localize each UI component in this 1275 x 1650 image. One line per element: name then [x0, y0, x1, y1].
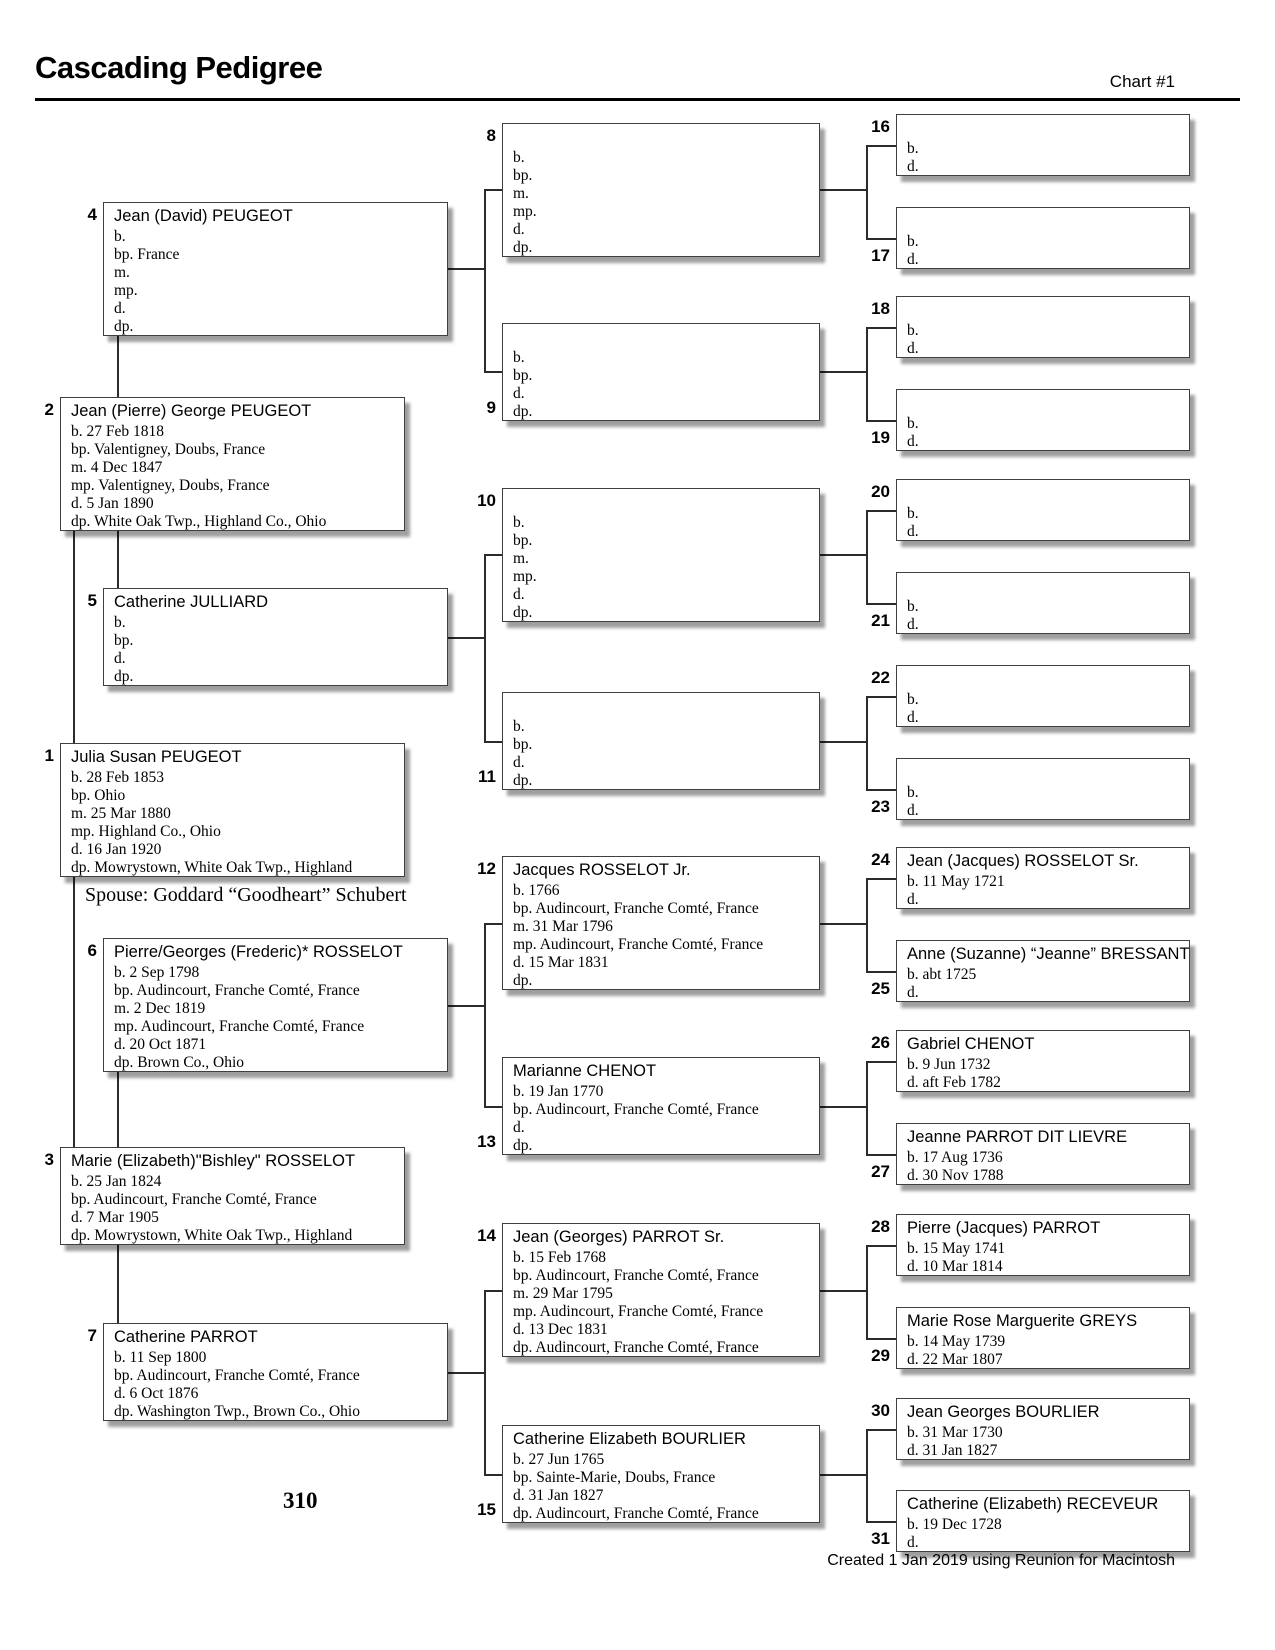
person-field: bp. Valentigney, Doubs, France	[71, 441, 266, 458]
person-field: b. 1766	[513, 882, 560, 899]
connector-line	[820, 923, 866, 925]
person-field: dp. Audincourt, Franche Comté, France	[513, 1339, 759, 1356]
person-field: b. 14 May 1739	[907, 1333, 1006, 1350]
connector-line	[866, 327, 896, 329]
connector-line	[73, 877, 75, 1147]
chart-number-label: Chart #1	[1109, 72, 1175, 91]
person-name: Jean Georges BOURLIER	[907, 1403, 1100, 1421]
connector-line	[820, 1474, 866, 1476]
person-field: b.	[907, 322, 919, 339]
person-box-29	[896, 1307, 1190, 1369]
person-field: mp.	[114, 282, 138, 299]
title-rule	[35, 98, 1240, 101]
connector-line	[866, 1521, 896, 1523]
connector-line	[448, 268, 484, 270]
person-field: m.	[513, 185, 529, 202]
person-box-15	[502, 1425, 820, 1523]
person-field: bp.	[513, 532, 533, 549]
person-field: d.	[907, 802, 919, 819]
connector-line	[866, 1429, 868, 1521]
person-field: d.	[907, 158, 919, 175]
person-number-28: 28	[871, 1217, 890, 1236]
person-name	[907, 669, 1189, 691]
person-field: b.	[907, 140, 919, 157]
person-number-17: 17	[871, 246, 890, 265]
person-field: m. 25 Mar 1880	[71, 805, 171, 822]
person-field: b. 9 Jun 1732	[907, 1056, 991, 1073]
person-field: dp. Washington Twp., Brown Co., Ohio	[114, 1403, 360, 1420]
person-field: b.	[907, 598, 919, 615]
person-number-23: 23	[871, 797, 890, 816]
connector-line	[866, 971, 896, 973]
person-number-4: 4	[87, 205, 97, 224]
connector-line	[484, 1474, 502, 1476]
person-box-20	[896, 479, 1190, 541]
person-field: d. 13 Dec 1831	[513, 1321, 608, 1338]
person-box-31	[896, 1490, 1190, 1552]
person-field: dp. Mowrystown, White Oak Twp., Highland	[71, 859, 353, 876]
connector-line	[484, 923, 502, 925]
person-field: bp. Audincourt, Franche Comté, France	[114, 982, 360, 999]
connector-line	[866, 1338, 896, 1340]
person-field: b. 27 Jun 1765	[513, 1451, 605, 1468]
person-number-10: 10	[477, 491, 496, 510]
person-field: bp.	[513, 367, 533, 384]
connector-line	[866, 603, 896, 605]
person-field: b. 28 Feb 1853	[71, 769, 164, 786]
person-field: dp.	[513, 1137, 533, 1154]
person-field: m.	[513, 550, 529, 567]
connector-line	[448, 637, 484, 639]
page-title: Cascading Pedigree	[35, 50, 323, 85]
connector-line	[866, 1245, 868, 1338]
person-field: d.	[513, 385, 525, 402]
person-field: dp.	[513, 239, 533, 256]
person-box-2	[60, 397, 405, 531]
person-field: d. 30 Nov 1788	[907, 1167, 1004, 1184]
connector-line	[484, 923, 486, 1106]
person-name: Marie (Elizabeth)"Bishley" ROSSELOT	[71, 1152, 356, 1170]
person-field: d.	[907, 433, 919, 450]
person-field: d.	[907, 984, 919, 1001]
person-field: bp. Audincourt, Franche Comté, France	[513, 1101, 759, 1118]
person-field: mp. Valentigney, Doubs, France	[71, 477, 270, 494]
person-name: Catherine (Elizabeth) RECEVEUR	[907, 1495, 1159, 1513]
person-name	[513, 127, 819, 149]
person-name: Pierre/Georges (Frederic)* ROSSELOT	[114, 943, 403, 961]
person-field: d. 15 Mar 1831	[513, 954, 609, 971]
person-field: dp. White Oak Twp., Highland Co., Ohio	[71, 513, 327, 530]
person-number-26: 26	[871, 1033, 890, 1052]
person-field: d. 10 Mar 1814	[907, 1258, 1003, 1275]
person-field: bp. Sainte-Marie, Doubs, France	[513, 1469, 716, 1486]
person-field: dp.	[114, 318, 134, 335]
person-box-17	[896, 207, 1190, 269]
person-name: Jeanne PARROT DIT LIEVRE	[907, 1128, 1128, 1146]
person-number-8: 8	[486, 126, 496, 145]
person-field: b.	[114, 614, 126, 631]
connector-line	[866, 1245, 896, 1247]
page-number: 310	[283, 1488, 318, 1513]
person-field: d.	[907, 616, 919, 633]
person-field: b. 15 May 1741	[907, 1240, 1006, 1257]
person-field: mp. Audincourt, Franche Comté, France	[513, 936, 764, 953]
person-name	[513, 492, 819, 514]
connector-line	[866, 878, 896, 880]
person-name: Pierre (Jacques) PARROT	[907, 1219, 1101, 1237]
connector-line	[866, 145, 896, 147]
person-field: d.	[907, 891, 919, 908]
person-field: m. 29 Mar 1795	[513, 1285, 613, 1302]
person-field: d.	[907, 709, 919, 726]
connector-line	[820, 371, 866, 373]
person-field: dp.	[513, 972, 533, 989]
person-field: d.	[513, 1119, 525, 1136]
person-field: d.	[907, 340, 919, 357]
person-field: b.	[513, 718, 525, 735]
person-number-19: 19	[871, 428, 890, 447]
person-number-25: 25	[871, 979, 890, 998]
person-number-13: 13	[477, 1132, 496, 1151]
person-number-22: 22	[871, 668, 890, 687]
person-field: m. 2 Dec 1819	[114, 1000, 206, 1017]
person-name: Marianne CHENOT	[513, 1062, 657, 1080]
person-number-24: 24	[871, 850, 890, 869]
person-field: d. 31 Jan 1827	[907, 1442, 998, 1459]
person-box-21	[896, 572, 1190, 634]
person-number-20: 20	[871, 482, 890, 501]
person-field: b. abt 1725	[907, 966, 977, 983]
person-box-13	[502, 1057, 820, 1155]
connector-line	[484, 371, 502, 373]
person-field: bp. Audincourt, Franche Comté, France	[513, 900, 759, 917]
connector-line	[117, 531, 119, 588]
person-number-16: 16	[871, 117, 890, 136]
person-box-22	[896, 665, 1190, 727]
person-box-8	[502, 123, 820, 257]
person-field: d. 16 Jan 1920	[71, 841, 162, 858]
connector-line	[866, 1429, 896, 1431]
person-field: b. 11 May 1721	[907, 873, 1005, 890]
person-name: Jean (Georges) PARROT Sr.	[513, 1228, 725, 1246]
person-box-16	[896, 114, 1190, 176]
person-box-19	[896, 389, 1190, 451]
person-number-18: 18	[871, 299, 890, 318]
person-number-5: 5	[87, 591, 97, 610]
connector-line	[866, 696, 868, 789]
connector-line	[820, 1290, 866, 1292]
person-field: dp.	[513, 772, 533, 789]
person-name: Jacques ROSSELOT Jr.	[513, 861, 691, 879]
connector-line	[484, 1290, 486, 1474]
person-field: bp. Audincourt, Franche Comté, France	[513, 1267, 759, 1284]
person-box-25	[896, 940, 1190, 1002]
person-field: b. 31 Mar 1730	[907, 1424, 1003, 1441]
person-field: d.	[907, 1534, 919, 1551]
person-name: Catherine PARROT	[114, 1328, 258, 1346]
person-field: b.	[513, 149, 525, 166]
person-box-9	[502, 323, 820, 421]
connector-line	[866, 789, 896, 791]
person-field: m. 4 Dec 1847	[71, 459, 163, 476]
connector-line	[866, 327, 868, 420]
person-box-12	[502, 856, 820, 990]
person-number-12: 12	[477, 859, 496, 878]
person-name: Catherine Elizabeth BOURLIER	[513, 1430, 746, 1448]
connector-line	[484, 554, 502, 556]
person-field: d. aft Feb 1782	[907, 1074, 1001, 1091]
person-field: mp.	[513, 203, 537, 220]
person-box-5	[103, 588, 448, 686]
connector-line	[866, 1061, 896, 1063]
person-field: d.	[513, 586, 525, 603]
connector-line	[866, 1061, 868, 1154]
person-number-27: 27	[871, 1162, 890, 1181]
person-name: Gabriel CHENOT	[907, 1035, 1035, 1053]
person-field: b.	[513, 514, 525, 531]
connector-line	[866, 420, 896, 422]
person-field: d.	[513, 221, 525, 238]
person-field: mp. Audincourt, Franche Comté, France	[114, 1018, 365, 1035]
created-note: Created 1 Jan 2019 using Reunion for Macintosh	[827, 1552, 1175, 1569]
person-box-28	[896, 1214, 1190, 1276]
connector-line	[866, 696, 896, 698]
connector-line	[866, 510, 896, 512]
connector-line	[117, 336, 119, 397]
person-name	[907, 300, 1189, 322]
connector-line	[448, 1372, 484, 1374]
person-number-7: 7	[87, 1326, 97, 1345]
connector-line	[820, 741, 866, 743]
connector-line	[866, 878, 868, 971]
person-box-18	[896, 296, 1190, 358]
person-field: d.	[513, 754, 525, 771]
connector-line	[484, 189, 502, 191]
person-name: Julia Susan PEUGEOT	[71, 748, 242, 766]
connector-line	[117, 1072, 119, 1147]
person-field: d.	[114, 300, 126, 317]
person-name: Marie Rose Marguerite GREYS	[907, 1312, 1138, 1330]
person-number-11: 11	[478, 767, 496, 786]
person-name	[907, 576, 1189, 598]
person-box-23	[896, 758, 1190, 820]
person-field: b.	[907, 415, 919, 432]
person-field: mp. Highland Co., Ohio	[71, 823, 221, 840]
person-field: d.	[907, 523, 919, 540]
person-number-15: 15	[477, 1500, 496, 1519]
person-box-30	[896, 1398, 1190, 1460]
person-name	[513, 327, 819, 349]
person-field: b. 19 Jan 1770	[513, 1083, 604, 1100]
person-field: b. 27 Feb 1818	[71, 423, 164, 440]
person-box-27	[896, 1123, 1190, 1185]
person-box-3	[60, 1147, 405, 1245]
person-field: b. 25 Jan 1824	[71, 1173, 162, 1190]
person-field: b.	[114, 228, 126, 245]
person-box-4	[103, 202, 448, 336]
person-field: b. 15 Feb 1768	[513, 1249, 606, 1266]
person-field: bp. France	[114, 246, 180, 263]
person-field: b.	[907, 784, 919, 801]
person-field: d. 20 Oct 1871	[114, 1036, 207, 1053]
person-name	[907, 762, 1189, 784]
spouse-note: Spouse: Goddard “Goodheart” Schubert	[85, 884, 407, 906]
person-field: mp. Audincourt, Franche Comté, France	[513, 1303, 764, 1320]
person-number-1: 1	[44, 746, 54, 765]
connector-line	[484, 554, 486, 741]
person-field: b.	[907, 233, 919, 250]
connector-line	[117, 1245, 119, 1323]
connector-line	[484, 1290, 502, 1292]
person-field: b. 19 Dec 1728	[907, 1516, 1002, 1533]
connector-line	[866, 510, 868, 603]
person-box-10	[502, 488, 820, 622]
person-name	[513, 696, 819, 718]
person-number-31: 31	[871, 1529, 890, 1548]
person-field: dp.	[114, 668, 134, 685]
person-name: Jean (Pierre) George PEUGEOT	[71, 402, 312, 420]
connector-line	[484, 1106, 502, 1108]
person-field: d.	[907, 251, 919, 268]
person-field: bp. Audincourt, Franche Comté, France	[114, 1367, 360, 1384]
person-field: dp.	[513, 403, 533, 420]
connector-line	[820, 554, 866, 556]
person-box-7	[103, 1323, 448, 1421]
person-field: b. 17 Aug 1736	[907, 1149, 1003, 1166]
person-box-1	[60, 743, 405, 877]
person-number-9: 9	[486, 398, 496, 417]
person-name	[907, 211, 1189, 233]
person-name: Jean (Jacques) ROSSELOT Sr.	[907, 852, 1139, 870]
person-field: d. 6 Oct 1876	[114, 1385, 199, 1402]
person-field: b.	[907, 691, 919, 708]
connector-line	[484, 741, 502, 743]
person-number-29: 29	[871, 1346, 890, 1365]
person-field: b. 2 Sep 1798	[114, 964, 200, 981]
person-number-3: 3	[44, 1150, 54, 1169]
connector-line	[820, 189, 866, 191]
person-name: Catherine JULLIARD	[114, 593, 269, 611]
person-field: d. 31 Jan 1827	[513, 1487, 604, 1504]
person-name	[907, 483, 1189, 505]
person-number-30: 30	[871, 1401, 890, 1420]
person-field: bp.	[513, 736, 533, 753]
person-box-6	[103, 938, 448, 1072]
person-field: dp. Mowrystown, White Oak Twp., Highland	[71, 1227, 353, 1244]
person-name: Anne (Suzanne) “Jeanne” BRESSANT	[907, 945, 1190, 963]
person-name: Jean (David) PEUGEOT	[114, 207, 293, 225]
person-box-11	[502, 692, 820, 790]
connector-line	[866, 1154, 896, 1156]
person-field: m. 31 Mar 1796	[513, 918, 613, 935]
connector-line	[866, 238, 896, 240]
person-field: d. 5 Jan 1890	[71, 495, 154, 512]
person-field: d. 22 Mar 1807	[907, 1351, 1003, 1368]
person-field: bp. Ohio	[71, 787, 126, 804]
person-box-26	[896, 1030, 1190, 1092]
person-number-6: 6	[87, 941, 97, 960]
person-field: b.	[907, 505, 919, 522]
person-number-21: 21	[871, 611, 890, 630]
person-name	[907, 393, 1189, 415]
person-field: mp.	[513, 568, 537, 585]
connector-line	[73, 531, 75, 743]
person-field: dp. Audincourt, Franche Comté, France	[513, 1505, 759, 1522]
person-field: bp.	[513, 167, 533, 184]
person-number-2: 2	[44, 400, 54, 419]
person-field: m.	[114, 264, 130, 281]
person-field: dp. Brown Co., Ohio	[114, 1054, 245, 1071]
person-field: d.	[114, 650, 126, 667]
person-field: bp. Audincourt, Franche Comté, France	[71, 1191, 317, 1208]
person-field: b.	[513, 349, 525, 366]
person-field: bp.	[114, 632, 134, 649]
connector-line	[866, 145, 868, 238]
person-number-14: 14	[477, 1226, 496, 1245]
person-box-14	[502, 1223, 820, 1357]
person-field: d. 7 Mar 1905	[71, 1209, 159, 1226]
person-field: b. 11 Sep 1800	[114, 1349, 207, 1366]
person-field: dp.	[513, 604, 533, 621]
person-box-24	[896, 847, 1190, 909]
connector-line	[484, 189, 486, 371]
connector-line	[448, 1005, 484, 1007]
connector-line	[820, 1106, 866, 1108]
person-name	[907, 118, 1189, 140]
